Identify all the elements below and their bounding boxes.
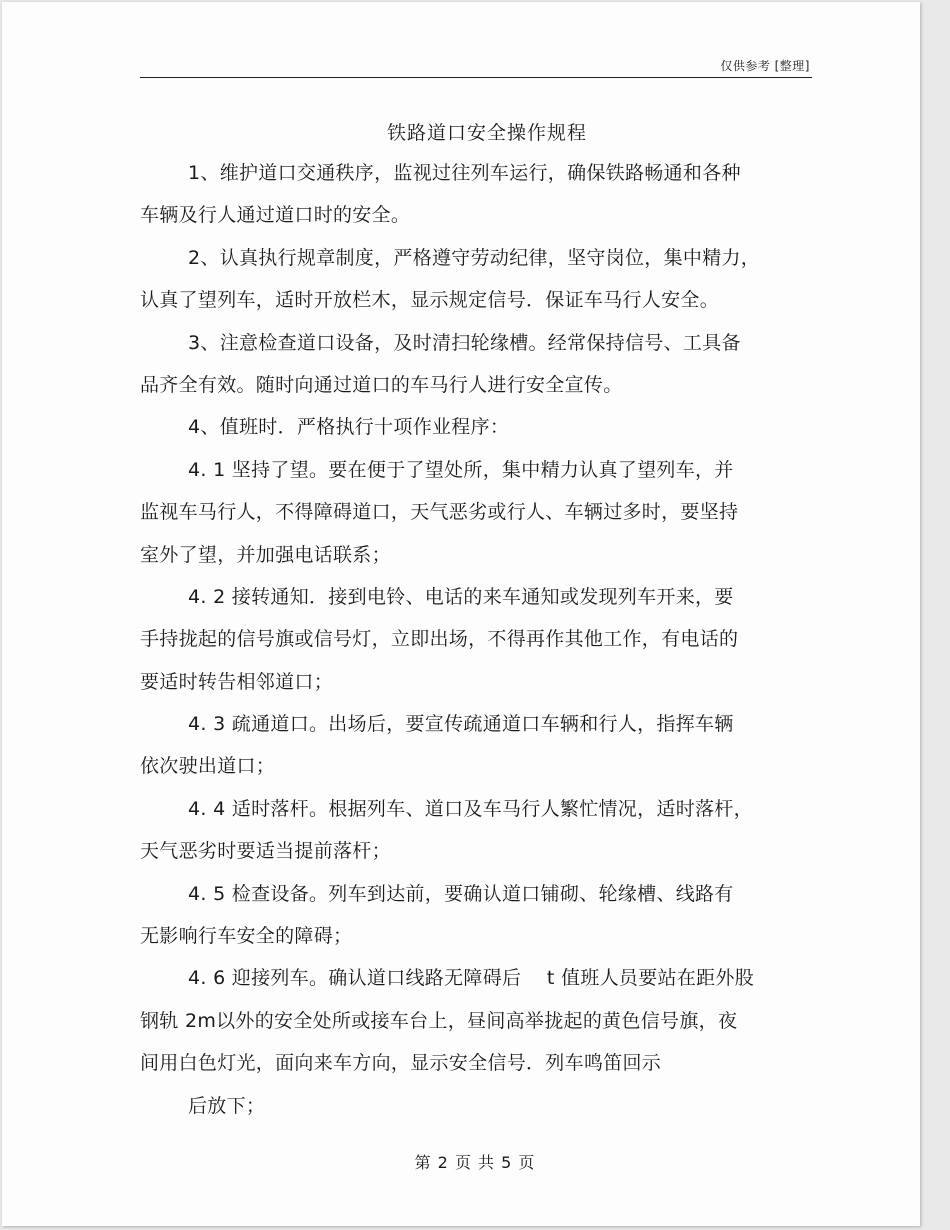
- document-title: 铁路道口安全操作规程: [386, 122, 587, 144]
- header-divider: [140, 77, 812, 78]
- body-text-line: 1、维护道口交通秩序，监视过往列车运行，确保铁路畅通和各种: [188, 162, 741, 184]
- body-text-line: 4. 5 检查设备。列车到达前，要确认道口铺砌、轮缘槽、线路有: [188, 882, 734, 905]
- body-text-line: 室外了望，并加强电话联系；: [140, 543, 391, 566]
- body-text-line: 4. 1 坚持了望。要在便于了望处所，集中精力认真了望列车，并: [188, 458, 734, 481]
- body-text-line: 品齐全有效。随时向通过道口的车马行人进行安全宣传。: [140, 373, 623, 396]
- body-text-line: 无影响行车安全的障碍；: [140, 925, 353, 948]
- body-text-line: 车辆及行人通过道口时的安全。: [140, 204, 411, 227]
- body-text-line: 4. 2 接转通知．接到电铃、电话的来车通知或发现列车开来，要: [188, 585, 734, 608]
- body-text-line: 钢轨 2m以外的安全处所或接车台上，昼间高举拢起的黄色信号旗，夜: [140, 1009, 738, 1032]
- document-body: [140, 152, 812, 1127]
- body-text-line: 4. 4 适时落杆。根据列车、道口及车马行人繁忙情况，适时落杆，: [188, 797, 753, 820]
- document-page: [2, 2, 920, 1226]
- body-text-line: 手持拢起的信号旗或信号灯，立即出场，不得再作其他工作，有电话的: [140, 628, 739, 651]
- body-text-line: 3、注意检查道口设备，及时清扫轮缘槽。经常保持信号、工具备: [188, 331, 741, 354]
- body-text-line: 认真了望列车，适时开放栏木，显示规定信号．保证车马行人安全。: [140, 289, 720, 312]
- body-text-line: 依次驶出道口；: [140, 755, 276, 778]
- page-number: 第 2 页 共 5 页: [414, 1153, 536, 1172]
- body-text-line: 监视车马行人，不得障碍道口，天气恶劣或行人、车辆过多时，要坚持: [140, 501, 739, 524]
- body-text-line: 2、认真执行规章制度，严格遵守劳动纪律，坚守岗位，集中精力，: [188, 246, 761, 269]
- body-text-line: 4. 3 疏通道口。出场后，要宣传疏通道口车辆和行人，指挥车辆: [188, 713, 734, 736]
- body-text-line: 4、值班时．严格执行十项作业程序：: [188, 416, 510, 439]
- body-text-line: 要适时转告相邻道口；: [140, 670, 334, 693]
- header-note: 仅供参考 [整理]: [720, 59, 810, 73]
- body-text-line: 4. 6 迎接列车。确认道口线路无障碍后 t 值班人员要站在距外股: [188, 967, 755, 990]
- body-text-line: 后放下；: [188, 1094, 266, 1117]
- body-text-line: 间用白色灯光，面向来车方向，显示安全信号．列车鸣笛回示: [140, 1052, 662, 1075]
- body-text-line: 天气恶劣时要适当提前落杆；: [140, 840, 391, 863]
